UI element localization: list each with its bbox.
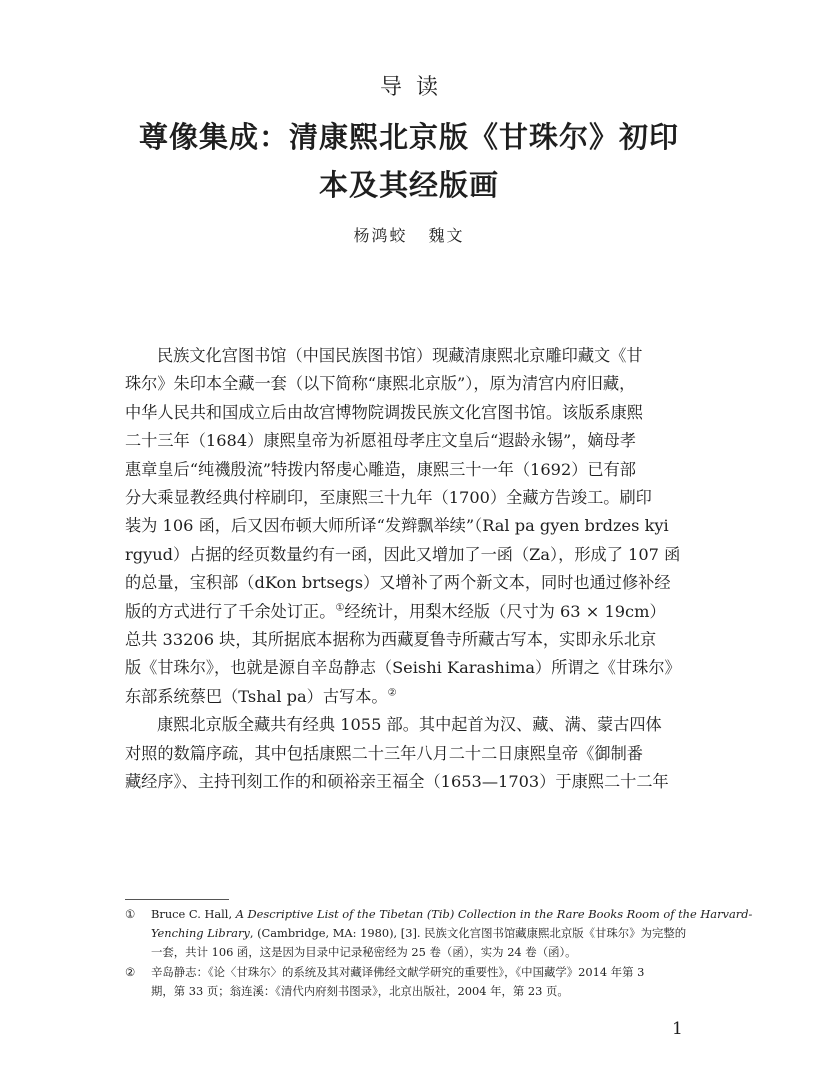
footnote-text: , (Cambridge, MA: 1980), [3]. 民族文化宫图书馆藏康熙北京版《甘珠尔》为完整的 <box>249 926 687 941</box>
footnotes <box>125 905 753 1001</box>
footnote-ref-1[interactable]: ① <box>335 602 345 614</box>
footnote-divider <box>125 899 229 900</box>
footnote-marker: ② <box>125 964 136 979</box>
body-line: 中华人民共和国成立后由故宫博物院调拨民族文化宫图书馆。该版系康熙 <box>125 402 643 422</box>
body-line: 的总量，宝积部（dKon brtsegs）又增补了两个新文本，同时也通过修补经 <box>125 573 671 593</box>
body-line <box>125 683 700 711</box>
footnote-book-title-cont: Yenching Library <box>151 926 250 941</box>
body-line: 康熙北京版全藏共有经典 1055 部。其中起首为汉、藏、满、蒙古四体 <box>157 715 662 735</box>
footnote-book-title: A Descriptive List of the Tibetan (Tib) Collection in the Rare Books Room of the Harvard- <box>235 907 753 921</box>
body-line: 二十三年（1684）康熙皇帝为祈愿祖母孝庄文皇后“遐龄永锡”，嫡母孝 <box>125 431 636 451</box>
footnote-line: 辛岛静志：《论〈甘珠尔〉的系统及其对藏译佛经文献学研究的重要性》，《中国藏学》2014 年第 3 <box>151 964 645 979</box>
footnote-2 <box>125 963 700 1001</box>
body-line: 分大乘显教经典付梓刷印，至康熙三十九年（1700）全藏方告竣工。刷印 <box>125 488 652 508</box>
footnote-1 <box>125 905 753 963</box>
body-text <box>125 342 700 797</box>
footnote-author: Bruce C. Hall, <box>151 907 233 921</box>
footnote-line <box>151 905 753 924</box>
section-kicker: 导读 <box>379 75 452 100</box>
body-text-segment: 版的方式进行了千余处订正。 <box>125 601 336 621</box>
body-text-segment: 经统计，用梨木经版（尺寸为 63 × 19cm） <box>344 601 666 621</box>
body-line: 总共 33206 块，其所据底本据称为西藏夏鲁寺所藏古写本，实即永乐北京 <box>125 630 657 650</box>
body-line: 装为 106 函，后又因布顿大师所译“发辫飘举续”（Ral pa gyen brdzes kyi <box>125 516 669 536</box>
footnote-ref-2[interactable]: ② <box>387 687 397 699</box>
article-title-line-1: 尊像集成：清康熙北京版《甘珠尔》初印 <box>138 120 679 154</box>
body-line: rgyud）占据的经页数量约有一函，因此又增加了一函（Za），形成了 107 函 <box>125 544 681 564</box>
body-line: 对照的数篇序疏，其中包括康熙二十三年八月二十二日康熙皇帝《御制番 <box>125 743 643 763</box>
footnote-line <box>151 924 700 943</box>
page-number: 1 <box>672 1019 683 1039</box>
body-line: 珠尔》朱印本全藏一套（以下简称“康熙北京版”），原为清宫内府旧藏， <box>125 374 636 394</box>
footnote-line: 一套，共计 106 函，这是因为目录中记录秘密经为 25 卷（函），实为 24 卷（函）。 <box>151 945 577 960</box>
body-line: 版《甘珠尔》，也就是源自辛岛静志（Seishi Karashima）所谓之《甘珠尔》 <box>125 658 681 678</box>
body-text-segment: 东部系统蔡巴（Tshal pa）古写本。 <box>125 686 388 706</box>
authors: 杨鸿蛟 魏文 <box>353 226 465 245</box>
article-title-line-2: 本及其经版画 <box>318 168 499 202</box>
footnote-marker: ① <box>125 907 136 921</box>
body-line <box>125 598 700 626</box>
body-line: 藏经序》、主持刊刻工作的和硕裕亲王福全（1653—1703）于康熙二十二年 <box>125 772 669 792</box>
footnote-line: 期，第 33 页；翁连溪：《清代内府刻书图录》，北京出版社，2004 年，第 23 页。 <box>151 983 569 998</box>
body-line: 惠章皇后“纯禨殷流”特拨内帑虔心雕造，康熙三十一年（1692）已有部 <box>125 459 636 479</box>
body-line: 民族文化宫图书馆（中国民族图书馆）现藏清康熙北京雕印藏文《甘 <box>157 346 643 365</box>
